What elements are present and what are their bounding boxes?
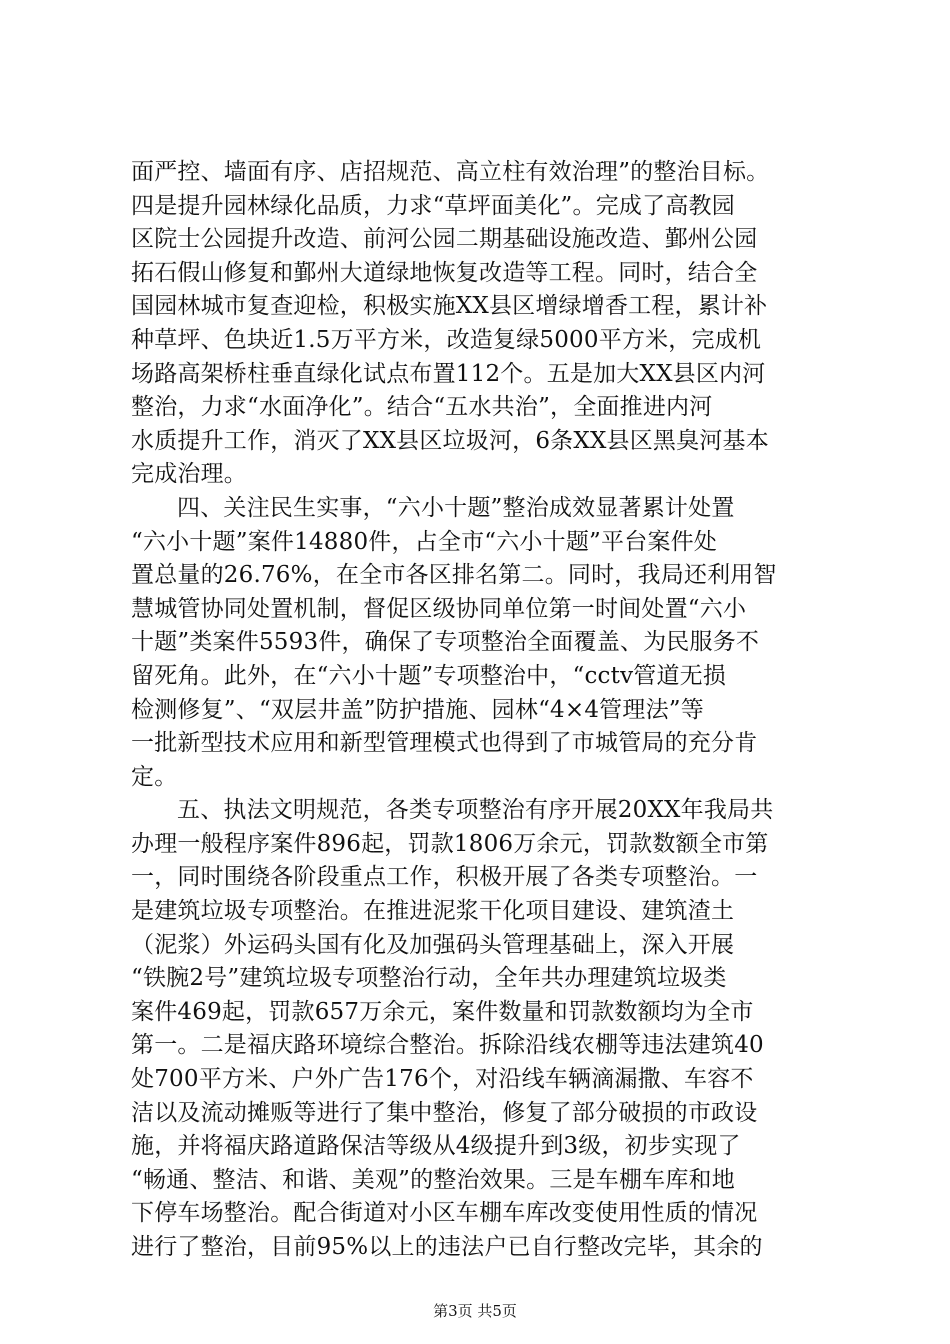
text-line: （泥浆）外运码头国有化及加强码头管理基础上，深入开展 — [131, 931, 735, 958]
text-line: 四、关注民生实事，“六小十题”整治成效显著累计处置 — [177, 494, 735, 521]
text-line: “铁腕2号”建筑垃圾专项整治行动，全年共办理建筑垃圾类 — [131, 965, 727, 992]
paragraph-section-five — [131, 794, 831, 1264]
text-line: 国园林城市复查迎检，积极实施XX县区增绿增香工程，累计补 — [131, 293, 768, 320]
text-line: 慧城管协同处置机制，督促区级协同单位第一时间处置“六小 — [131, 595, 747, 622]
text-line: 水质提升工作，消灭了XX县区垃圾河，6条XX县区黑臭河基本 — [131, 427, 769, 454]
text-line: 案件469起，罚款657万余元，案件数量和罚款数额均为全市 — [131, 998, 754, 1025]
text-line: 四是提升园林绿化品质，力求“草坪面美化”。完成了高教园 — [131, 192, 735, 219]
text-line: “六小十题”案件14880件，占全市“六小十题”平台案件处 — [131, 528, 717, 555]
text-line: 十题”类案件5593件，确保了专项整治全面覆盖、为民服务不 — [131, 629, 760, 656]
text-line: 处700平方米、户外广告176个，对沿线车辆滴漏撒、车容不 — [131, 1066, 754, 1093]
text-line: 完成治理。 — [131, 461, 247, 488]
text-line: 场路高架桥柱垂直绿化试点布置112个。五是加大XX县区内河 — [131, 360, 766, 387]
text-line: 下停车场整治。配合街道对小区车棚车库改变使用性质的情况 — [131, 1200, 758, 1227]
text-line: 检测修复”、“双层井盖”防护措施、园林“4×4管理法”等 — [131, 696, 704, 723]
text-line: 整治，力求“水面净化”。结合“五水共治”，全面推进内河 — [131, 394, 713, 421]
page-number-label: 第3页 共5页 — [433, 1302, 517, 1320]
text-line: 面严控、墙面有序、店招规范、高立柱有效治理”的整治目标。 — [131, 159, 770, 185]
text-line: 办理一般程序案件896起，罚款1806万余元，罚款数额全市第 — [131, 830, 769, 857]
text-line: 施，并将福庆路道路保洁等级从4级提升到3级，初步实现了 — [131, 1133, 741, 1160]
body-text — [131, 156, 831, 1265]
text-line: “畅通、整洁、和谐、美观”的整治效果。三是车棚车库和地 — [131, 1166, 735, 1193]
text-line: 第一。二是福庆路环境综合整治。拆除沿线农棚等违法建筑40 — [131, 1032, 764, 1059]
text-line: 区院士公园提升改造、前河公园二期基础设施改造、鄞州公园 — [131, 226, 758, 253]
paragraph-greening — [131, 156, 831, 492]
text-line: 定。 — [131, 763, 178, 790]
text-line: 置总量的26.76%，在全市各区排名第二。同时，我局还利用智 — [131, 562, 777, 589]
text-line: 五、执法文明规范，各类专项整治有序开展20XX年我局共 — [177, 797, 774, 824]
text-line: 留死角。此外，在“六小十题”专项整治中，“cctv管道无损 — [131, 662, 727, 689]
text-line: 是建筑垃圾专项整治。在推进泥浆干化项目建设、建筑渣土 — [131, 898, 735, 925]
paragraph-section-four — [131, 492, 831, 794]
text-line: 洁以及流动摊贩等进行了集中整治，修复了部分破损的市政设 — [131, 1099, 758, 1126]
text-line: 进行了整治，目前95%以上的违法户已自行整改完毕，其余的 — [131, 1234, 763, 1260]
page-footer — [0, 1300, 950, 1321]
text-line: 一批新型技术应用和新型管理模式也得到了市城管局的充分肯 — [131, 730, 758, 757]
text-line: 一，同时围绕各阶段重点工作，积极开展了各类专项整治。一 — [131, 864, 758, 891]
text-line: 种草坪、色块近1.5万平方米，改造复绿5000平方米，完成机 — [131, 326, 762, 353]
text-line: 拓石假山修复和鄞州大道绿地恢复改造等工程。同时，结合全 — [131, 259, 758, 286]
